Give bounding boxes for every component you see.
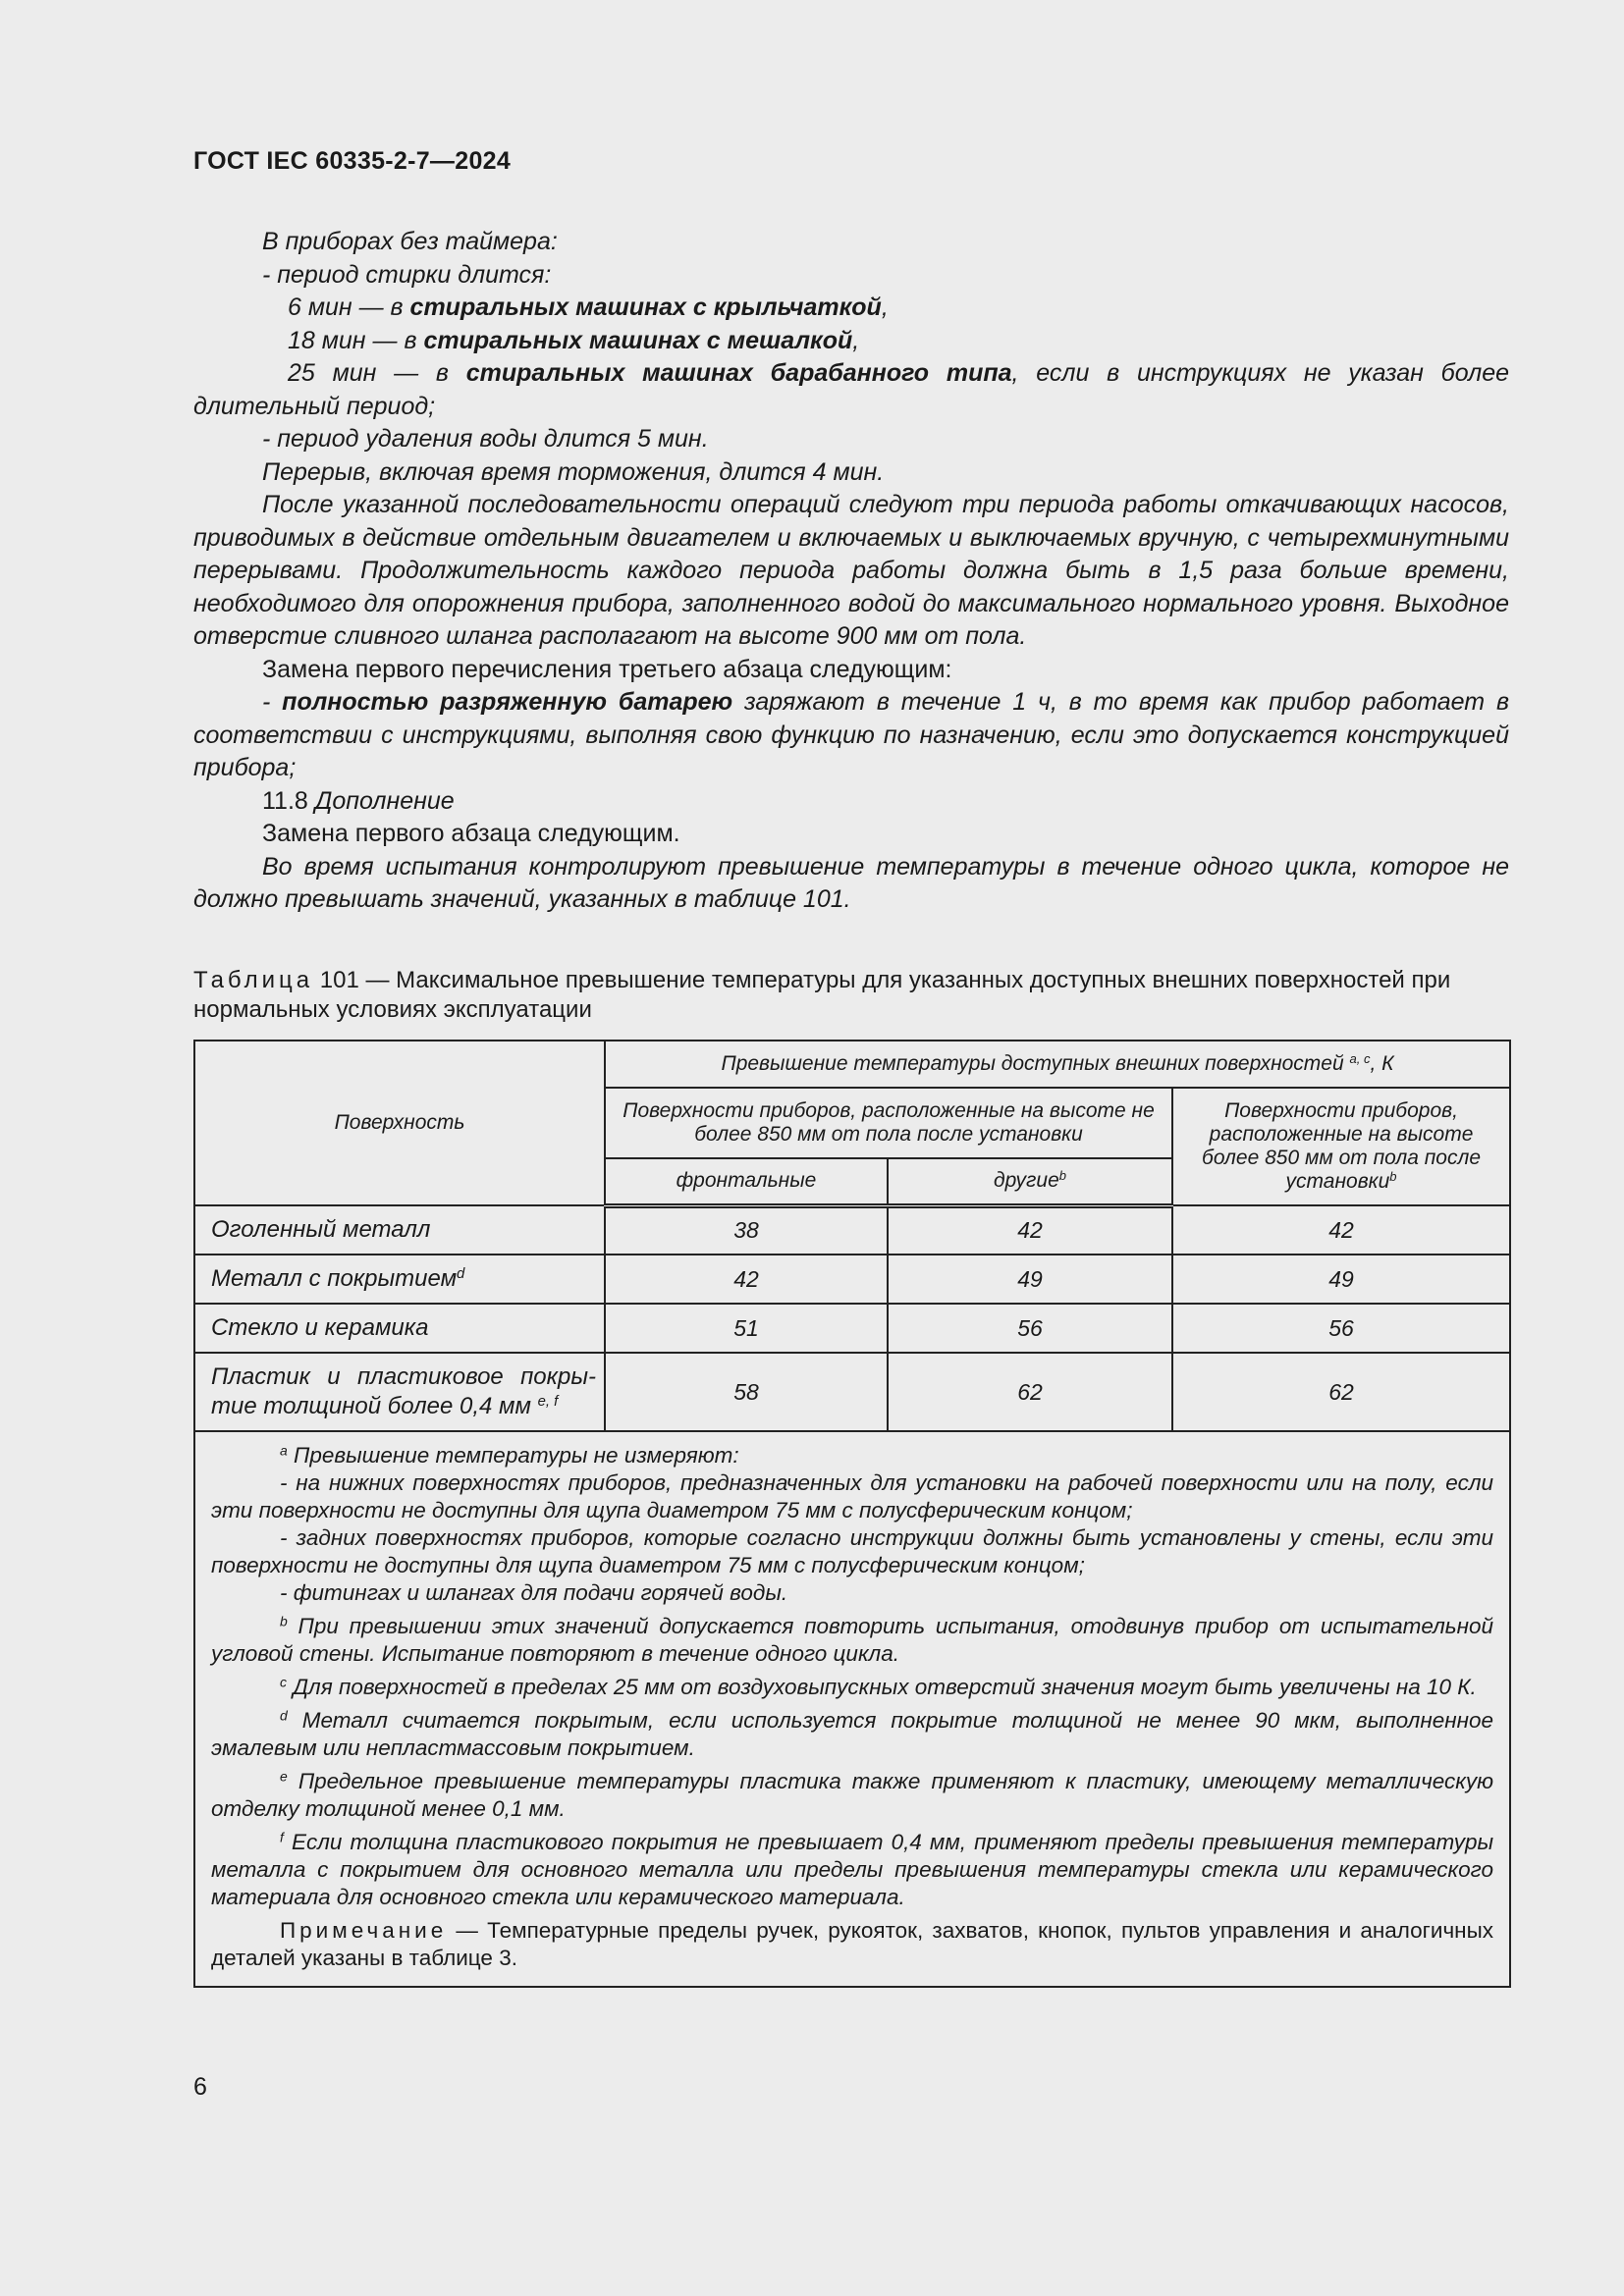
cell-other: 49 <box>888 1255 1172 1304</box>
paragraph: Перерыв, включая время торможения, длится 4 мин. <box>262 457 885 486</box>
page-number: 6 <box>193 2073 207 2101</box>
footnote-e: $^e$ Предельное превышение температуры пластика также применяют к пластику, имеющему металлическую отделку толщиной менее 0,1 мм. <box>211 1768 1494 1821</box>
row-label: Металл с покрытием$^d$ <box>194 1255 605 1304</box>
list-item: 6 мин — в стиральных машинах с крыльчаткой, <box>288 294 889 321</box>
table-row <box>194 1353 1510 1431</box>
header-temperature-rise: Превышение температуры доступных внешних поверхностей $^{a, c}$, К <box>605 1041 1510 1088</box>
cell-front: 58 <box>605 1353 888 1431</box>
cell-front: 42 <box>605 1255 888 1304</box>
cell-high: 49 <box>1172 1255 1510 1304</box>
list-item: - период удаления воды длится 5 мин. <box>262 425 709 453</box>
footnote-c: $^c$ Для поверхностей в пределах 25 мм от воздуховыпускных отверстий значения могут быть увеличены на 10 К. <box>280 1674 1477 1699</box>
row-label: Оголенный металл <box>194 1205 605 1255</box>
row-label: Пластик и пластиковое покрытие толщиной более 0,4 мм $^{e, f}$ <box>194 1353 605 1431</box>
cell-front: 38 <box>605 1205 888 1255</box>
section-heading: 11.8 Дополнение <box>262 786 455 815</box>
header-surface: Поверхность <box>194 1041 605 1205</box>
paragraph: В приборах без таймера: <box>262 228 558 255</box>
body-text <box>193 226 1509 917</box>
paragraph: Замена первого абзаца следующим. <box>262 820 680 847</box>
cell-high: 42 <box>1172 1205 1510 1255</box>
table-note: Примечание — Температурные пределы ручек, рукояток, захватов, кнопок, пультов управления и аналогичных деталей указаны в таблице 3. <box>211 1918 1494 1970</box>
document-header: ГОСТ IEC 60335-2-7—2024 <box>193 147 512 175</box>
footnote-b: $^b$ При превышении этих значений допускается повторить испытания, отодвинув прибор от испытательной угловой стены. Испытание повторяют в течение одного цикла. <box>211 1613 1494 1666</box>
list-item: 18 мин — в стиральных машинах с мешалкой, <box>288 326 860 354</box>
footnote-a: $^a$ Превышение температуры не измеряют: <box>280 1442 739 1468</box>
table-row <box>194 1304 1510 1353</box>
cell-other: 62 <box>888 1353 1172 1431</box>
footnote-d: $^d$ Металл считается покрытым, если используется покрытие толщиной не менее 90 мкм, выполненное эмалевым или непластмассовым покрытием. <box>211 1707 1494 1760</box>
list-item: - полностью разряженную батарею заряжают в течение 1 ч, в то время как прибор работает в соответствии с инструкциями, выполняя свою функцию по назначению, если это допускается конструкцией прибора; <box>193 688 1510 781</box>
cell-front: 51 <box>605 1304 888 1353</box>
header-high-surfaces: Поверхности приборов, расположенные на высоте более 850 мм от пола после установки$^b$ <box>1172 1088 1510 1205</box>
paragraph: После указанной последовательности операций следуют три периода работы откачивающих насосов, приводимых в действие отдельным двигателем и включаемых и выключаемых вручную, с четырехминутными перерывами. Продолжительность каждого периода работы должна быть в 1,5 раза больше времени, необходимого для опорожнения прибора, заполненного водой до максимального нормального уровня. Выходное отверстие сливного шланга располагают на высоте 900 мм от пола. <box>193 491 1509 650</box>
header-front: фронтальные <box>605 1158 888 1205</box>
temperature-table <box>193 1040 1511 1988</box>
footnote-item: - фитингах и шлангах для подачи горячей воды. <box>280 1580 788 1605</box>
paragraph: Замена первого перечисления третьего абзаца следующим: <box>262 655 952 683</box>
footnote-item: - на нижних поверхностях приборов, предназначенных для установки на рабочей поверхности или на полу, если эти поверхности не доступны для щупа диаметром 75 мм с полусферическим концом; <box>211 1470 1494 1522</box>
table-caption: Таблица 101 — Максимальное превышение температуры для указанных доступных внешних поверхностей при нормальных условиях эксплуатации <box>193 967 1451 1023</box>
list-item: 25 мин — в стиральных машинах барабанного типа, если в инструкциях не указан более длительный период; <box>193 359 1510 420</box>
table-footnotes <box>194 1431 1510 1987</box>
footnote-f: $^f$ Если толщина пластикового покрытия не превышает 0,4 мм, применяют пределы превышения температуры металла с покрытием для основного металла или пределы превышения температуры стекла или керамического материала для основного стекла или керамического материала. <box>211 1829 1494 1909</box>
header-low-surfaces: Поверхности приборов, расположенные на высоте не более 850 мм от пола после установки <box>605 1088 1172 1158</box>
header-other: другие$^b$ <box>888 1158 1172 1205</box>
table-row <box>194 1255 1510 1304</box>
row-label: Стекло и керамика <box>194 1304 605 1353</box>
table-row <box>194 1205 1510 1255</box>
cell-high: 62 <box>1172 1353 1510 1431</box>
cell-other: 42 <box>888 1205 1172 1255</box>
cell-high: 56 <box>1172 1304 1510 1353</box>
paragraph: Во время испытания контролируют превышение температуры в течение одного цикла, которое не должно превышать значений, указанных в таблице 101. <box>193 852 1509 913</box>
list-item: - период стирки длится: <box>262 260 552 289</box>
footnote-item: - задних поверхностях приборов, которые согласно инструкции должны быть установлены у стены, если эти поверхности не доступны для щупа диаметром 75 мм с полусферическим концом; <box>211 1525 1494 1577</box>
cell-other: 56 <box>888 1304 1172 1353</box>
